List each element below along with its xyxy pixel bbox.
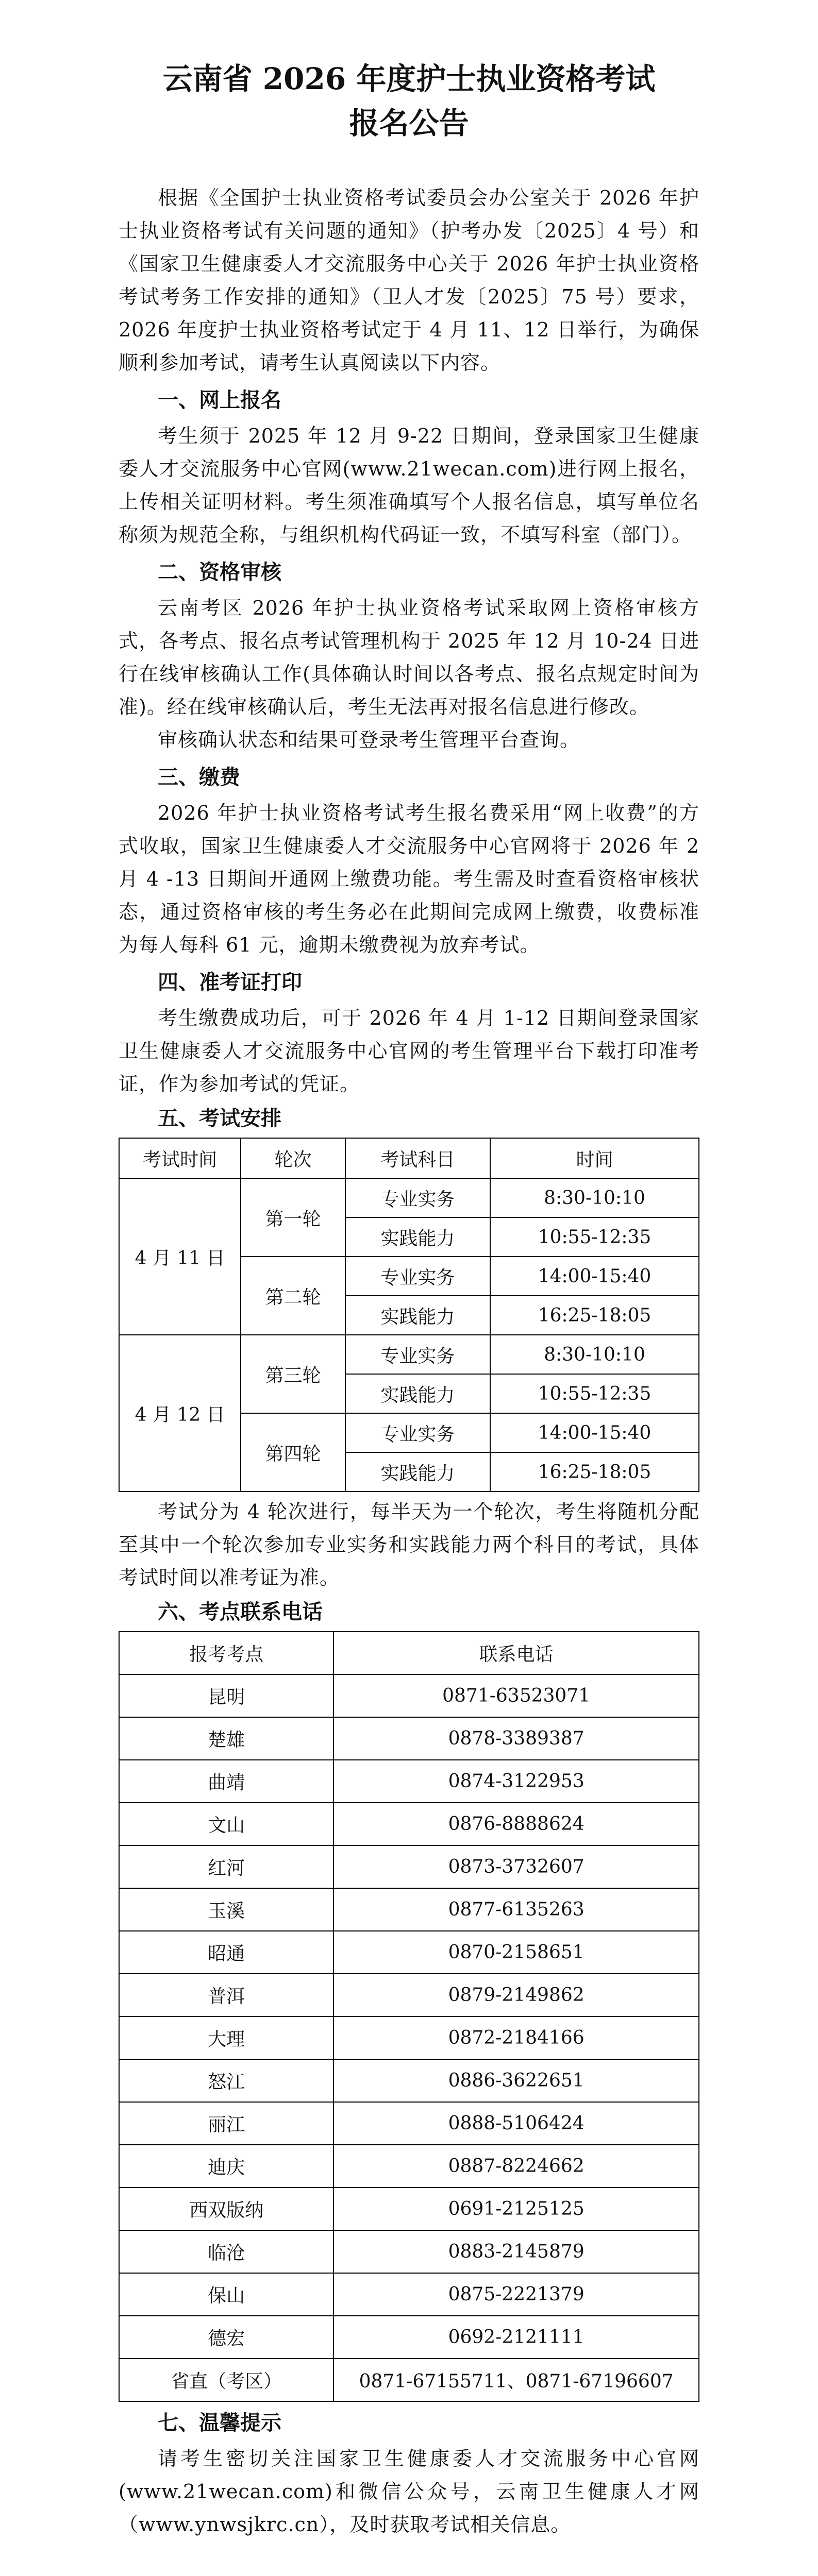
- contact-site-cell: 玉溪: [119, 1888, 333, 1931]
- contact-phone-cell: 0877-6135263: [333, 1888, 699, 1931]
- contact-phone-cell: 0871-63523071: [333, 1674, 699, 1717]
- section-payment-text: 2026 年护士执业资格考试考生报名费采用“网上收费”的方式收取，国家卫生健康委人才交流服务中心官网将于 2026 年 2 月 4 -13 日期间开通网上缴费功能。考生需及时查看资格审核状态，通过资格审核的考生务必在此期间完成网上缴费，收费标准为每人每科 61 元，逾期未缴费视为放弃考试。: [119, 802, 699, 956]
- exam-date-cell: 4 月 12 日: [119, 1335, 241, 1492]
- table-row: [119, 1845, 699, 1888]
- contacts-table: [119, 1631, 699, 2402]
- section-qualification-review-text: 云南考区 2026 年护士执业资格考试采取网上资格审核方式，各考点、报名点考试管理机构于 2025 年 12 月 10-24 日进行在线审核确认工作(具体确认时间以各考点、报名点规定时间为准)。经在线审核确认后，考生无法再对报名信息进行修改。: [119, 597, 699, 718]
- table-row: [119, 2059, 699, 2102]
- table-row: [119, 1674, 699, 1717]
- contact-site-cell: 省直（考区）: [119, 2359, 333, 2401]
- table-row: [119, 2145, 699, 2188]
- section-qualification-review-note: 审核确认状态和结果可登录考生管理平台查询。: [158, 728, 580, 751]
- exam-subject-cell: 专业实务: [345, 1178, 490, 1217]
- section-payment-heading: 三、缴费: [158, 765, 240, 789]
- contact-phone-cell: 0872-2184166: [333, 2016, 699, 2059]
- table-row: [119, 1335, 699, 1374]
- contact-site-cell: 文山: [119, 1803, 333, 1845]
- table-header-cell: 时间: [490, 1138, 699, 1178]
- exam-time-cell: 16:25-18:05: [490, 1452, 699, 1492]
- table-row: [119, 1803, 699, 1845]
- contact-site-cell: 西双版纳: [119, 2188, 333, 2230]
- table-row: [119, 2273, 699, 2316]
- contact-site-cell: 丽江: [119, 2102, 333, 2145]
- table-header-cell: 联系电话: [333, 1632, 699, 1674]
- contact-phone-cell: 0692-2121111: [333, 2316, 699, 2359]
- contact-site-cell: 普洱: [119, 1974, 333, 2016]
- section-admission-ticket-text: 考生缴费成功后，可于 2026 年 4 月 1-12 日期间登录国家卫生健康委人才交流服务中心官网的考生管理平台下载打印准考证，作为参加考试的凭证。: [119, 1007, 699, 1095]
- contact-site-cell: 红河: [119, 1845, 333, 1888]
- contact-phone-cell: 0886-3622651: [333, 2059, 699, 2102]
- exam-time-cell: 8:30-10:10: [490, 1178, 699, 1217]
- exam-subject-cell: 实践能力: [345, 1217, 490, 1257]
- table-row: [119, 1178, 699, 1217]
- exam-time-cell: 14:00-15:40: [490, 1413, 699, 1452]
- contact-site-cell: 迪庆: [119, 2145, 333, 2188]
- page-title-line2: 报名公告: [349, 106, 469, 141]
- table-row: [119, 1717, 699, 1760]
- exam-subject-cell: 实践能力: [345, 1452, 490, 1492]
- table-row: [119, 2016, 699, 2059]
- contact-phone-cell: 0875-2221379: [333, 2273, 699, 2316]
- exam-time-cell: 16:25-18:05: [490, 1296, 699, 1335]
- contact-phone-cell: 0888-5106424: [333, 2102, 699, 2145]
- announcement-page: [119, 57, 699, 2541]
- contact-phone-cell: 0874-3122953: [333, 1760, 699, 1803]
- table-row: [119, 2230, 699, 2273]
- table-header-row: [119, 1138, 699, 1178]
- table-header-cell: 轮次: [241, 1138, 345, 1178]
- exam-subject-cell: 实践能力: [345, 1374, 490, 1413]
- exam-round-cell: 第一轮: [241, 1178, 345, 1257]
- table-row: [119, 2188, 699, 2230]
- exam-subject-cell: 实践能力: [345, 1296, 490, 1335]
- section-exam-schedule-heading: 五、考试安排: [158, 1106, 281, 1130]
- table-row: [119, 2102, 699, 2145]
- contact-phone-cell: 0879-2149862: [333, 1974, 699, 2016]
- exam-subject-cell: 专业实务: [345, 1413, 490, 1452]
- table-row: [119, 1888, 699, 1931]
- exam-time-cell: 8:30-10:10: [490, 1335, 699, 1374]
- section-qualification-review-heading: 二、资格审核: [158, 560, 281, 584]
- table-row: [119, 2359, 699, 2401]
- table-header-cell: 考试科目: [345, 1138, 490, 1178]
- section-tips-heading: 七、温馨提示: [158, 2411, 281, 2435]
- exam-schedule-table: [119, 1138, 699, 1492]
- contact-site-cell: 大理: [119, 2016, 333, 2059]
- exam-round-cell: 第四轮: [241, 1413, 345, 1492]
- title-block: [119, 57, 699, 145]
- table-header-cell: 考试时间: [119, 1138, 241, 1178]
- table-row: [119, 1931, 699, 1974]
- contact-phone-cell: 0878-3389387: [333, 1717, 699, 1760]
- table-header-row: [119, 1632, 699, 1674]
- contact-site-cell: 怒江: [119, 2059, 333, 2102]
- intro-paragraph: 根据《全国护士执业资格考试委员会办公室关于 2026 年护士执业资格考试有关问题的通知》（护考办发〔2025〕4 号）和《国家卫生健康委人才交流服务中心关于 2026 年护士执业资格考试考务工作安排的通知》（卫人才发〔2025〕75 号）要求，2026 年度护士执业资格考试定于 4 月 11、12 日举行，为确保顺利参加考试，请考生认真阅读以下内容。: [119, 187, 699, 374]
- section-admission-ticket-heading: 四、准考证打印: [158, 970, 302, 994]
- exam-round-cell: 第三轮: [241, 1335, 345, 1413]
- contact-phone-cell: 0883-2145879: [333, 2230, 699, 2273]
- page-title-line1: 云南省 2026 年度护士执业资格考试: [162, 61, 656, 96]
- contact-site-cell: 曲靖: [119, 1760, 333, 1803]
- contact-site-cell: 楚雄: [119, 1717, 333, 1760]
- section-online-registration-text: 考生须于 2025 年 12 月 9-22 日期间，登录国家卫生健康委人才交流服务中心官网(www.21wecan.com)进行网上报名，上传相关证明材料。考生须准确填写个人报名信息，填写单位名称须为规范全称，与组织机构代码证一致，不填写科室（部门）。: [119, 425, 699, 546]
- contact-site-cell: 昆明: [119, 1674, 333, 1717]
- exam-subject-cell: 专业实务: [345, 1335, 490, 1374]
- contact-phone-cell: 0876-8888624: [333, 1803, 699, 1845]
- section-contacts-heading: 六、考点联系电话: [158, 1600, 323, 1624]
- exam-round-cell: 第二轮: [241, 1257, 345, 1335]
- table-row: [119, 1760, 699, 1803]
- table-header-cell: 报考考点: [119, 1632, 333, 1674]
- contact-site-cell: 保山: [119, 2273, 333, 2316]
- section-online-registration-heading: 一、网上报名: [158, 388, 281, 412]
- contact-phone-cell: 0870-2158651: [333, 1931, 699, 1974]
- contact-phone-cell: 0887-8224662: [333, 2145, 699, 2188]
- table-row: [119, 1974, 699, 2016]
- contact-phone-cell: 0873-3732607: [333, 1845, 699, 1888]
- exam-time-cell: 14:00-15:40: [490, 1257, 699, 1296]
- section-tips-text: 请考生密切关注国家卫生健康委人才交流服务中心官网(www.21wecan.com)和微信公众号，云南卫生健康人才网（www.ynwsjkrc.cn），及时获取考试相关信息。: [119, 2447, 699, 2536]
- contact-phone-cell: 0691-2125125: [333, 2188, 699, 2230]
- table-row: [119, 2316, 699, 2359]
- contact-site-cell: 临沧: [119, 2230, 333, 2273]
- exam-date-cell: 4 月 11 日: [119, 1178, 241, 1335]
- contacts-table-body: [119, 1674, 699, 2401]
- contact-site-cell: 昭通: [119, 1931, 333, 1974]
- exam-subject-cell: 专业实务: [345, 1257, 490, 1296]
- exam-time-cell: 10:55-12:35: [490, 1217, 699, 1257]
- contact-site-cell: 德宏: [119, 2316, 333, 2359]
- exam-schedule-note: 考试分为 4 轮次进行，每半天为一个轮次，考生将随机分配至其中一个轮次参加专业实务和实践能力两个科目的考试，具体考试时间以准考证为准。: [119, 1500, 699, 1589]
- exam-time-cell: 10:55-12:35: [490, 1374, 699, 1413]
- contact-phone-cell: 0871-67155711、0871-67196607: [333, 2359, 699, 2401]
